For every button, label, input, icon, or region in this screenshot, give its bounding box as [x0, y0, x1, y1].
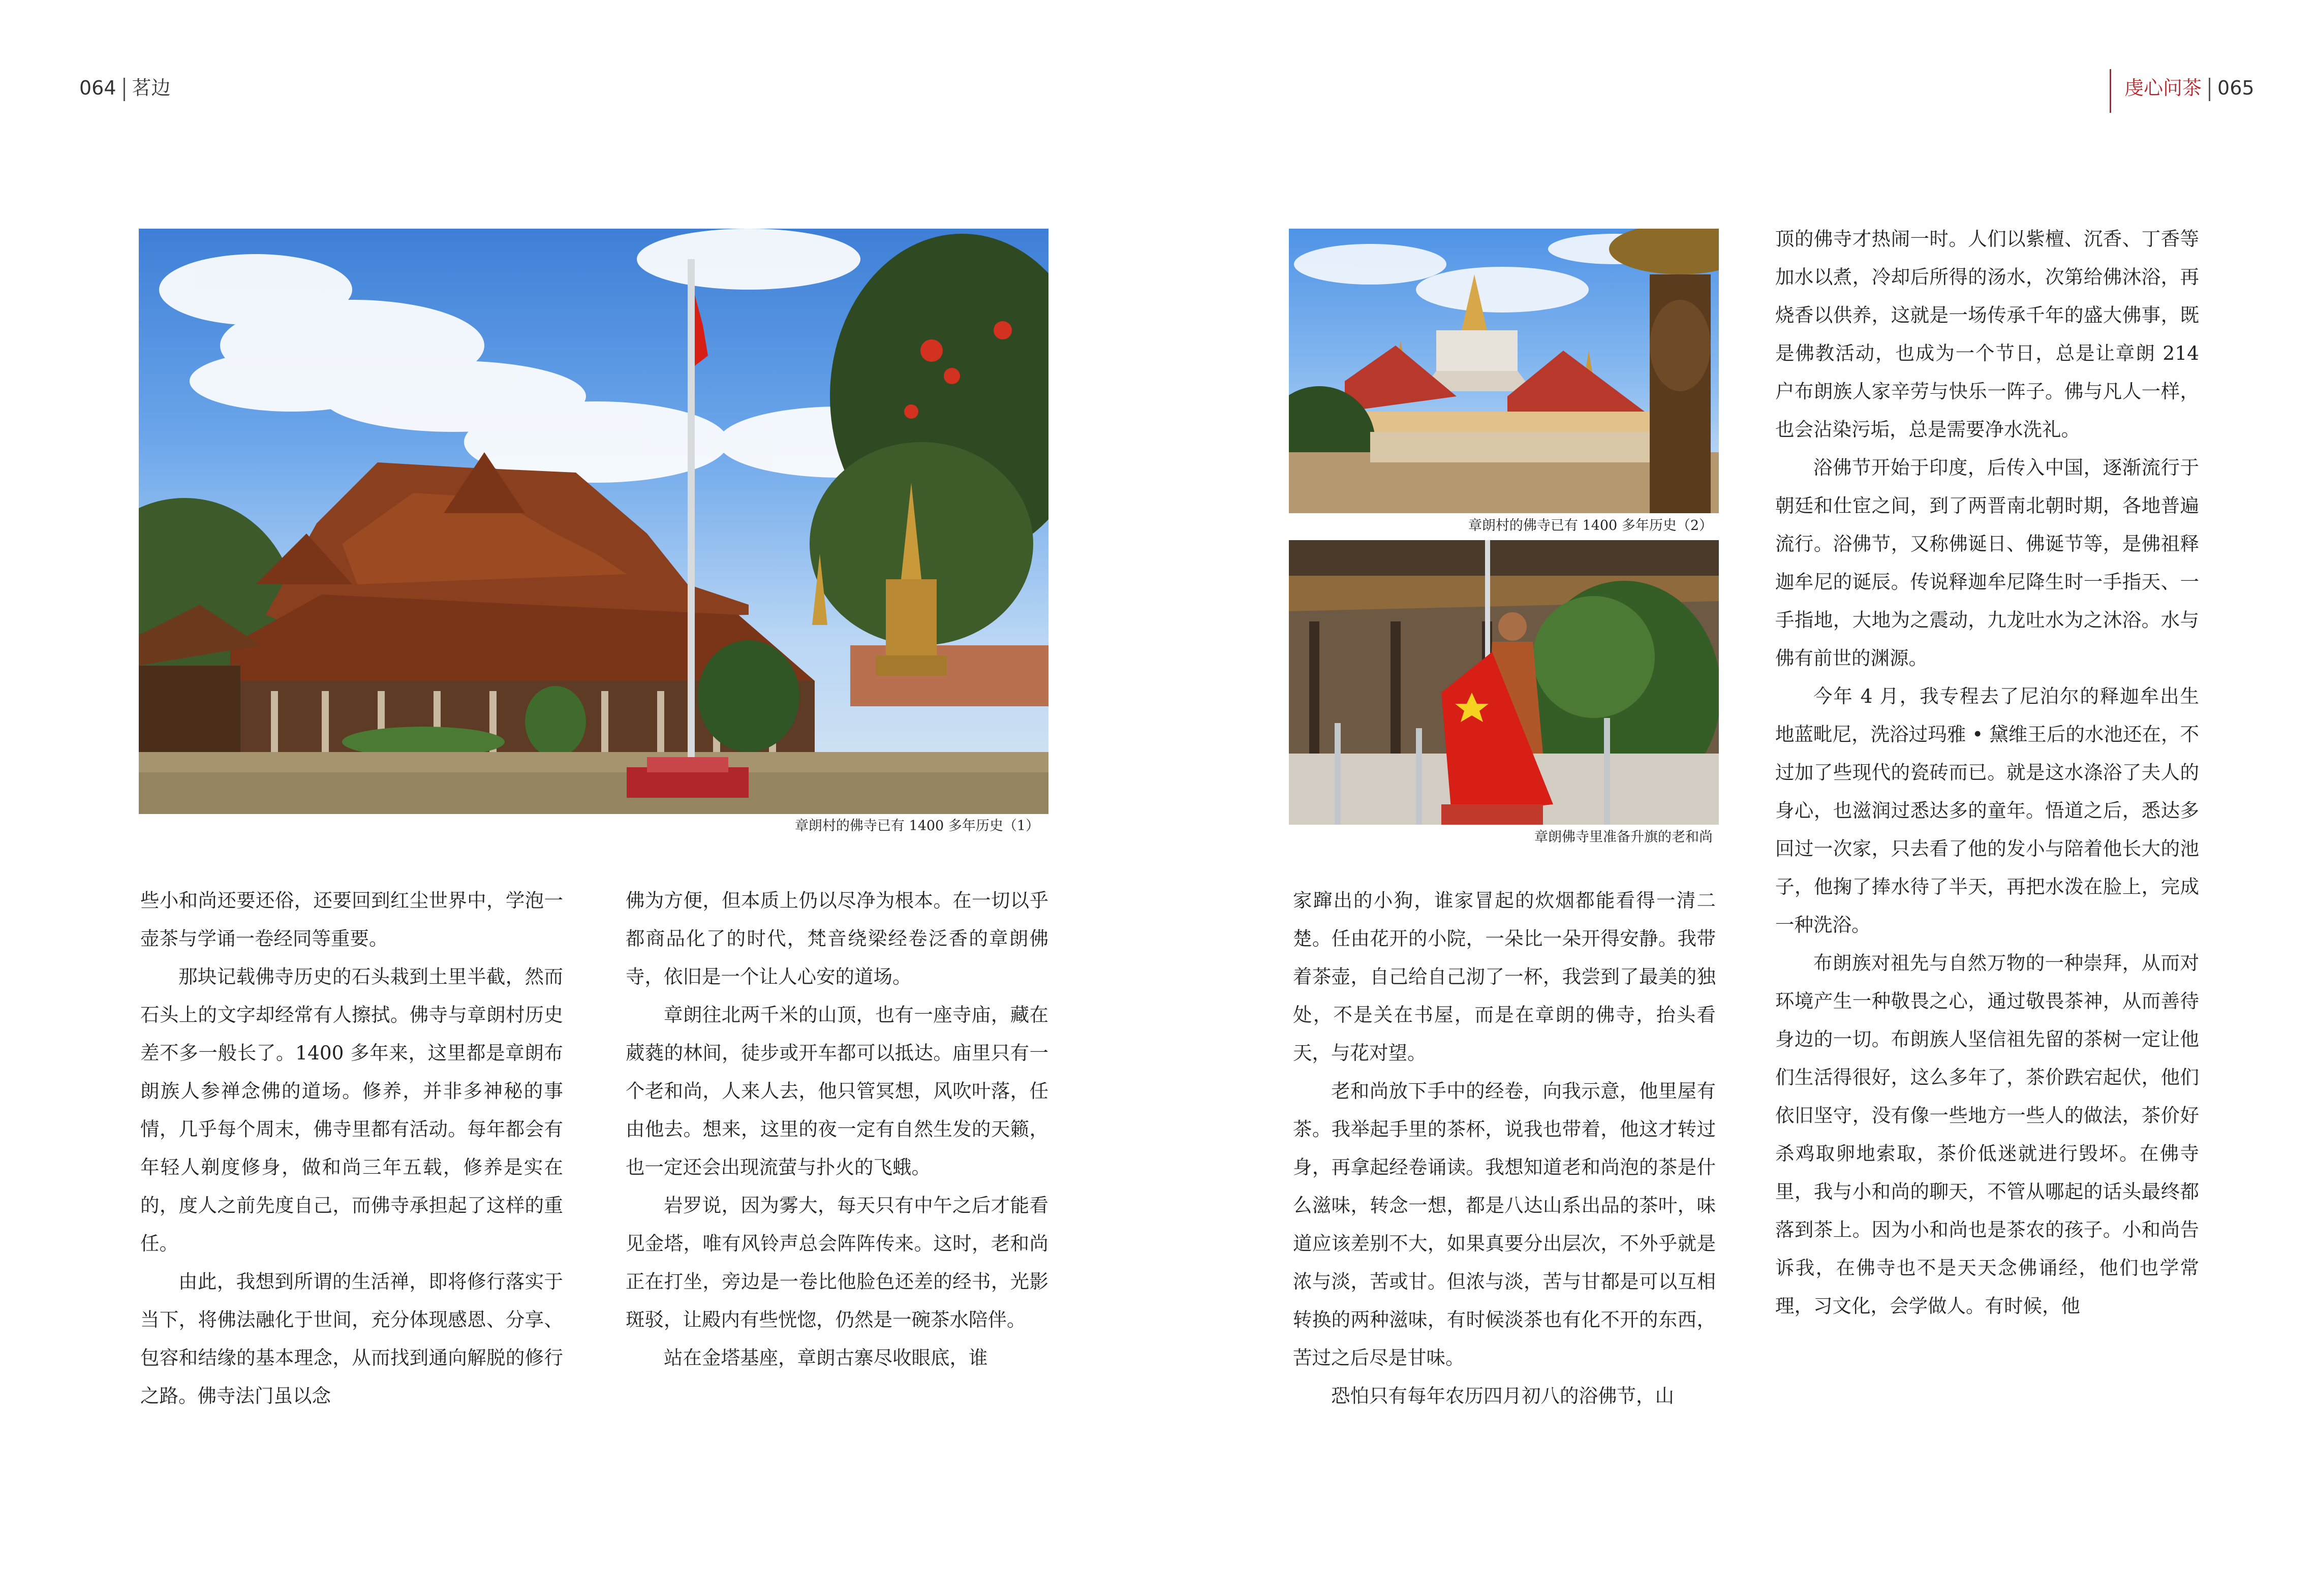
- left-page-header: [79, 75, 171, 101]
- header-accent-rule: [2110, 69, 2111, 113]
- paragraph: 顶的佛寺才热闹一时。人们以紫檀、沉香、丁香等加水以煮，冷却后所得的汤水，次第给佛沐浴，再烧香以供养，这就是一场传承千年的盛大佛事，既是佛教活动，也成为一个节日，总是让章朗 214 户布朗族人家辛劳与快乐一阵子。佛与凡人一样，也会沾染污垢，总是需要净水洗礼。: [1775, 228, 2199, 441]
- header-divider: [123, 78, 125, 101]
- paragraph: 些小和尚还要还俗，还要回到红尘世界中，学泡一壶茶与学诵一卷经同等重要。: [140, 889, 563, 950]
- text-column-1: [140, 882, 563, 1471]
- paragraph: 今年 4 月，我专程去了尼泊尔的释迦牟出生地蓝毗尼，洗浴过玛雅 • 黛维王后的水池还在，不过加了些现代的瓷砖而已。就是这水涤浴了夫人的身心，也滋润过悉达多的童年。悟道之后，悉达多回过一次家，只去看了他的发小与陪着他长大的池子，他掬了捧水待了半天，再把水泼在脸上，完成一种洗浴。: [1775, 685, 2199, 936]
- paragraph: 家蹿出的小狗，谁家冒起的炊烟都能看得一清二楚。任由花开的小院，一朵比一朵开得安静。我带着茶壶，自己给自己沏了一杯，我尝到了最美的独处，不是关在书屋，而是在章朗的佛寺，抬头看天，与花对望。: [1293, 889, 1716, 1064]
- text-column-2: [626, 882, 1048, 1471]
- monk-flag-photo: [1289, 540, 1719, 825]
- photo-caption: 章朗佛寺里准备升旗的老和尚: [1534, 829, 1713, 845]
- temple-photo: [139, 229, 1048, 814]
- paragraph: 恐怕只有每年农历四月初八的浴佛节，山: [1331, 1385, 1674, 1407]
- paragraph: 那块记载佛寺历史的石头栽到土里半截，然而石头上的文字却经常有人擦拭。佛寺与章朗村历史差不多一般长了。1400 多年来，这里都是章朗布朗族人参禅念佛的道场。修养，并非多神秘的事情，几乎每个周末，佛寺里都有活动。每年都会有年轻人剃度修身，做和尚三年五载，修养是实在的，度人之前先度自己，而佛寺承担起了这样的重任。: [140, 965, 563, 1255]
- text-column-3: [1293, 882, 1716, 1471]
- paragraph: 浴佛节开始于印度，后传入中国，逐渐流行于朝廷和仕宦之间，到了两晋南北朝时期，各地普遍流行。浴佛节，又称佛诞日、佛诞节等，是佛祖释迦牟尼的诞辰。传说释迦牟尼降生时一手指天、一手指地，大地为之震动，九龙吐水为之沐浴。水与佛有前世的渊源。: [1775, 456, 2199, 669]
- paragraph: 由此，我想到所谓的生活禅，即将修行落实于当下，将佛法融化于世间，充分体现感恩、分享、包容和结缘的基本理念，从而找到通向解脱的修行之路。佛寺法门虽以念: [140, 1270, 563, 1407]
- left-section-title: 茗边: [132, 77, 171, 99]
- stupa-illustration: [1289, 229, 1719, 513]
- paragraph: 章朗往北两千米的山顶，也有一座寺庙，藏在葳蕤的林间，徒步或开车都可以抵达。庙里只有一个老和尚，人来人去，他只管冥想，风吹叶落，任由他去。想来，这里的夜一定有自然生发的天籁，也一定还会出现流萤与扑火的飞蛾。: [626, 1004, 1048, 1178]
- temple-illustration: [139, 229, 1048, 814]
- header-divider: [2209, 78, 2210, 101]
- right-section-title: 虔心问茶: [2124, 77, 2202, 99]
- paragraph: 岩罗说，因为雾大，每天只有中午之后才能看见金塔，唯有风铃声总会阵阵传来。这时，老和尚正在打坐，旁边是一卷比他脸色还差的经书，光影斑驳，让殿内有些恍惚，仍然是一碗茶水陪伴。: [626, 1194, 1048, 1331]
- paragraph: 布朗族对祖先与自然万物的一种崇拜，从而对环境产生一种敬畏之心，通过敬畏茶神，从而善待身边的一切。布朗族人坚信祖先留的茶树一定让他们生活得很好，这么多年了，茶价跌宕起伏，他们依旧坚守，没有像一些地方一些人的做法，茶价好杀鸡取卵地索取，茶价低迷就进行毁坏。在佛寺里，我与小和尚的聊天，不管从哪起的话头最终都落到茶上。因为小和尚也是茶农的孩子。小和尚告诉我，在佛寺也不是天天念佛诵经，他们也学常理，习文化，会学做人。有时候，他: [1775, 952, 2199, 1317]
- paragraph: 老和尚放下手中的经卷，向我示意，他里屋有茶。我举起手里的茶杯，说我也带着，他这才转过身，再拿起经卷诵读。我想知道老和尚泡的茶是什么滋味，转念一想，都是八达山系出品的茶叶，味道应该差别不大，如果真要分出层次，不外乎就是浓与淡，苦或甘。但浓与淡，苦与甘都是可以互相转换的两种滋味，有时候淡茶也有化不开的东西，苦过之后尽是甘味。: [1293, 1080, 1716, 1369]
- monk-illustration: [1289, 540, 1719, 825]
- left-page-number: 064: [79, 77, 116, 99]
- photo-caption: 章朗村的佛寺已有 1400 多年历史（1）: [794, 818, 1039, 834]
- stupa-temple-photo: [1289, 229, 1719, 513]
- paragraph: 佛为方便，但本质上仍以尽净为根本。在一切以乎都商品化了的时代，梵音绕梁经卷泛香的章朗佛寺，依旧是一个让人心安的道场。: [626, 889, 1048, 988]
- right-page-number: 065: [2217, 77, 2254, 99]
- photo-caption: 章朗村的佛寺已有 1400 多年历史（2）: [1468, 518, 1713, 534]
- paragraph: 站在金塔基座，章朗古寨尽收眼底，谁: [664, 1347, 988, 1369]
- right-page-header: [2124, 75, 2254, 101]
- text-column-4: [1775, 220, 2199, 1470]
